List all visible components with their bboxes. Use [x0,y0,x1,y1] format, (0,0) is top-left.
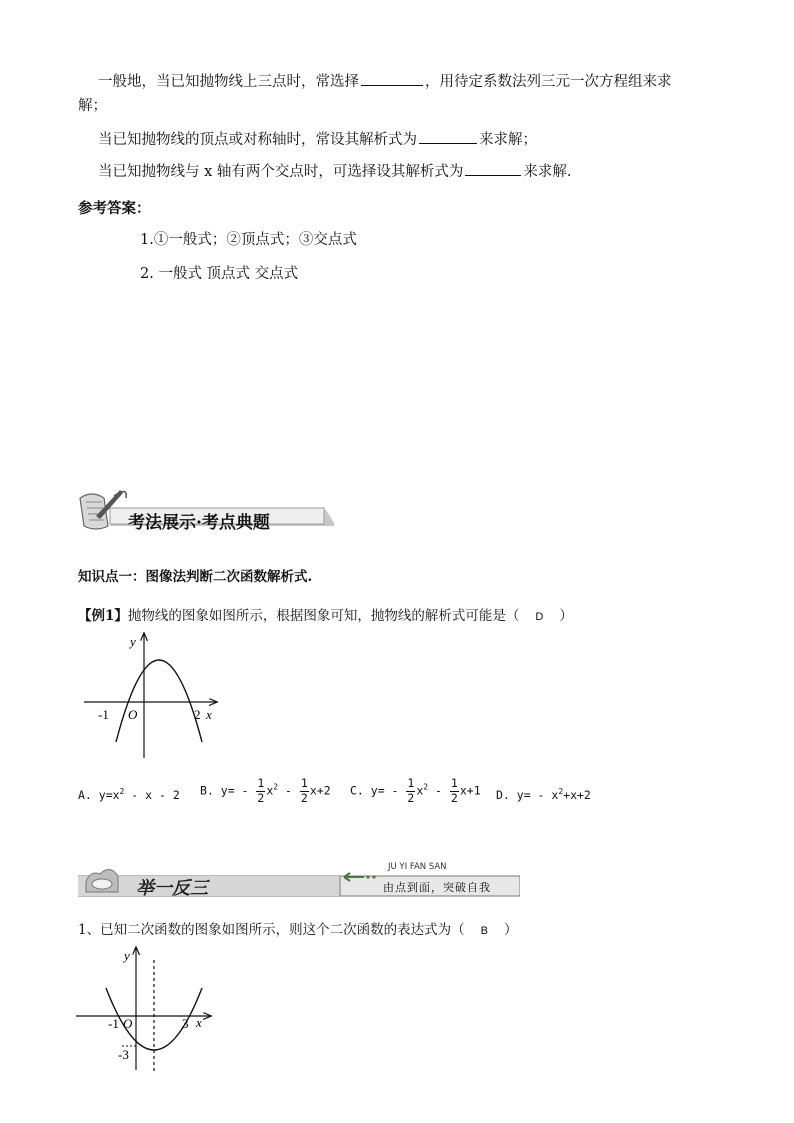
example1-close: ） [559,608,573,624]
question1-text: 1、已知二次函数的图象如图所示，则这个二次函数的表达式为（ [78,922,465,938]
banner-practice-subtitle: 由点到面，突破自我 [383,881,491,894]
example1-answer: D [535,611,544,623]
option-a [78,787,180,802]
knowledge-point-heading: 知识点一：图像法判断二次函数解析式. [78,569,313,585]
banner-practice-pinyin: JU YI FAN SAN [388,862,447,872]
y-axis-label: y [124,948,130,963]
question1-close: ） [503,922,518,938]
parabola-curve [116,660,202,742]
answer-blank-3 [465,162,521,176]
option-c-head: C. y= - [350,783,399,798]
question1-parabola-graph [72,944,222,1074]
option-d-head: D. y= - x [496,787,559,802]
option-a-sup: 2 [119,787,125,796]
answer-blank-2 [419,130,477,144]
option-b-sup: 2 [273,782,279,792]
option-b [200,778,331,804]
x-axis-label: x [196,1015,202,1030]
intro-line-1-a: 一般地，当已知抛物线上三点时，常选择 [98,74,359,90]
x-axis-label: x [206,707,212,722]
option-c-mid: x [416,783,424,798]
option-d-sup: 2 [558,787,564,796]
option-d-tail: +x+2 [563,787,591,802]
frac-num: 1 [257,776,265,790]
option-b-frac-1 [256,778,265,804]
option-b-mid2: - [278,783,292,798]
y-axis-label: y [130,634,136,649]
answer-item-1: 1.①一般式；②顶点式；③交点式 [140,232,357,248]
intro-line-1-b: ，用待定系数法列三元一次方程组来求 [425,74,672,90]
banner-exam-methods-title: 考法展示·考点典题 [128,513,270,533]
banner-exam-methods [74,486,334,534]
frac-den: 2 [257,790,265,805]
intro-line-1-c: 解； [78,98,107,114]
option-b-head: B. y= - [200,783,249,798]
answer-item-2: 2. 一般式 顶点式 交点式 [140,266,299,282]
option-c-frac-1 [406,778,415,804]
intro-line-2 [98,128,537,149]
option-a-head: A. y=x [78,787,120,802]
left-root-label: -1 [98,707,109,722]
frac-num: 1 [300,776,308,790]
origin-label: O [128,707,138,722]
intro-line-3-a: 当已知抛物线与 x 轴有两个交点时，可选择设其解析式为 [98,164,464,180]
frac-num: 1 [450,776,458,790]
y-intercept-label: -3 [118,1047,129,1062]
intro-line-3-b: 来求解. [523,164,572,180]
option-d [496,787,591,802]
intro-line-1-cont [78,94,107,115]
frac-den: 2 [450,790,458,805]
frac-num: 1 [407,776,415,790]
intro-line-2-b: 来求解； [479,132,537,148]
option-a-tail: - x - 2 [124,787,180,802]
frac-den: 2 [300,790,308,805]
example1-parabola-graph [78,630,228,760]
option-b-tail: x+2 [309,783,331,798]
banner-practice [78,862,520,898]
question1-answer: B [480,925,488,937]
left-root-label: -1 [108,1016,119,1031]
option-c [350,778,481,804]
question1 [78,918,517,938]
option-c-mid2: - [428,783,442,798]
intro-line-2-a: 当已知抛物线的顶点或对称轴时，常设其解析式为 [98,132,417,148]
example1-question [78,604,573,624]
banner-practice-title: 举一反三 [136,878,208,899]
origin-label: O [123,1016,133,1031]
frac-den: 2 [407,790,415,805]
right-root-label: 3 [182,1016,189,1031]
option-c-tail: x+1 [459,783,481,798]
intro-line-1 [98,70,672,91]
right-root-label: 2 [194,707,201,722]
option-b-frac-2 [300,778,309,804]
example1-text: 抛物线的图象如图所示，根据图象可知，抛物线的解析式可能是（ [127,608,520,624]
answer-blank-1 [361,72,423,86]
intro-line-3 [98,160,572,181]
option-c-frac-2 [450,778,459,804]
option-b-mid: x [266,783,274,798]
answers-heading: 参考答案： [78,200,151,217]
example1-prefix: 【例1】 [78,608,128,624]
option-c-sup: 2 [423,782,429,792]
